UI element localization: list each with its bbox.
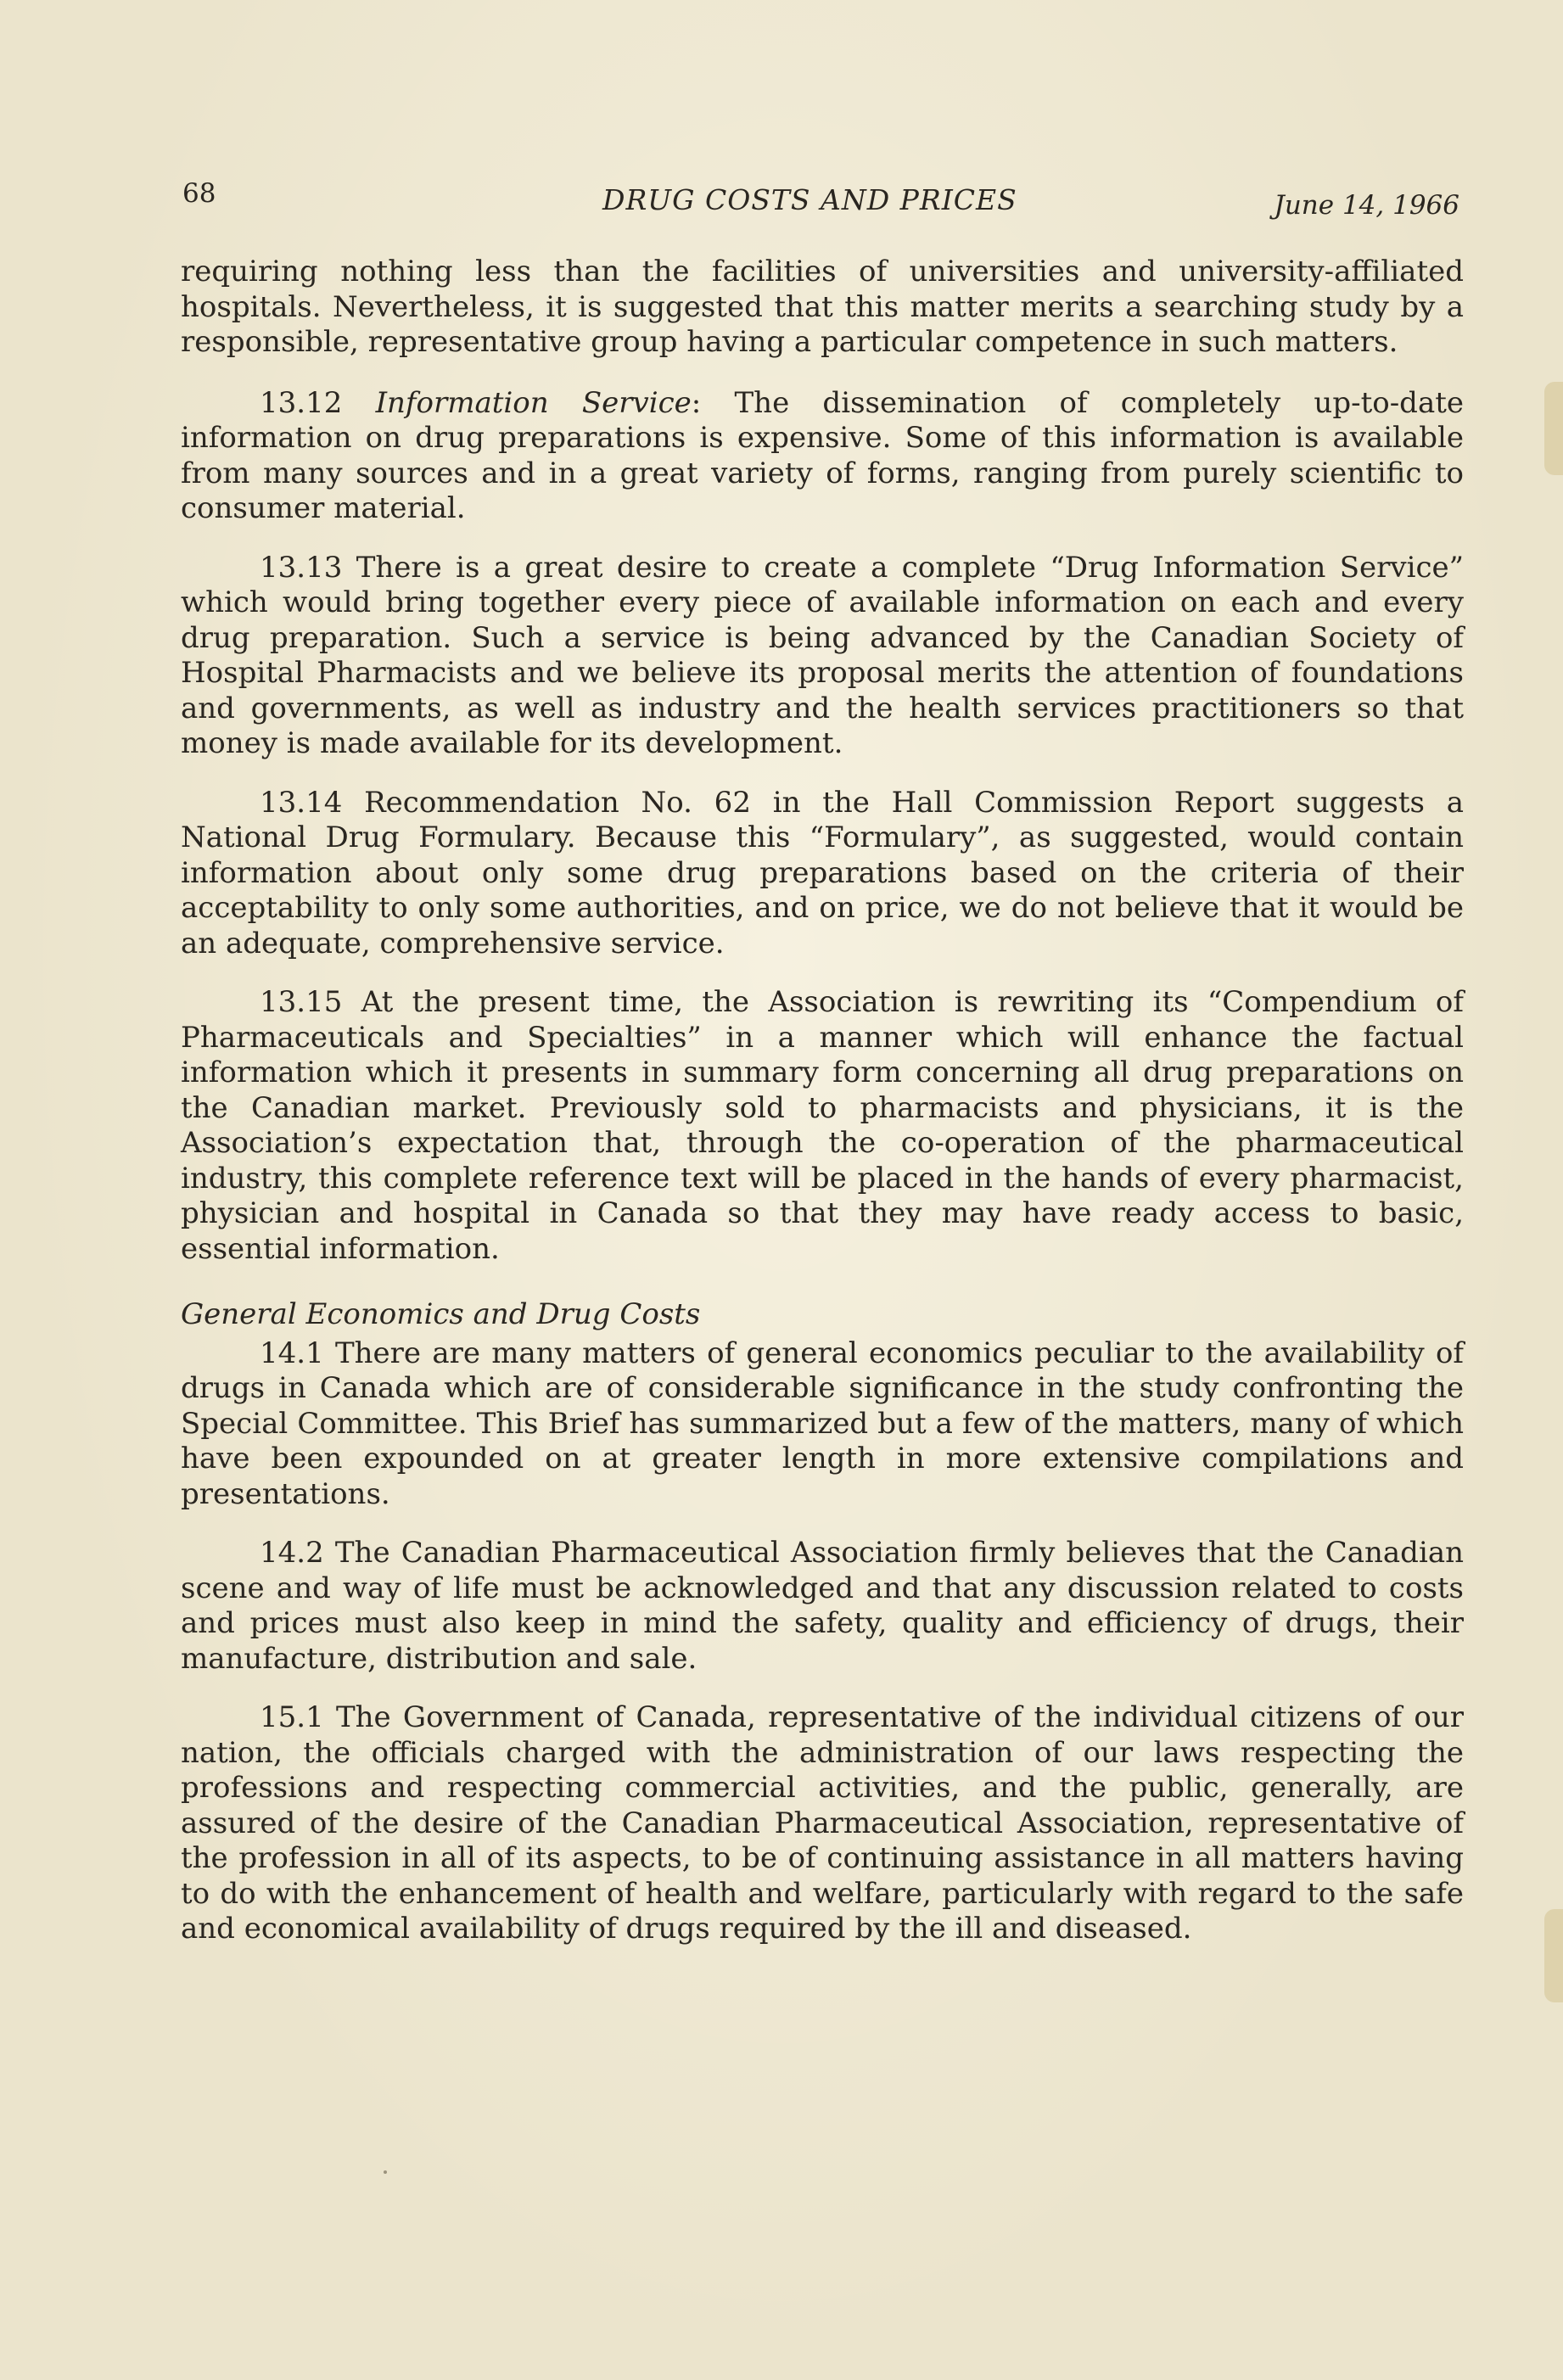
paragraph-13-14: 13.14 Recommendation No. 62 in the Hall Commission Report suggests a National Drug Formulary. Because this “Formulary”, as suggested, would contain information about only some drug preparations based on the criteria of their acceptability to only some authorities, and on price, we do not believe that it would be an adequate, comprehensive service.: [181, 785, 1464, 960]
paragraph-title: Information Service: [375, 385, 692, 420]
paragraph-text: The dissemination of completely up-to-date information on drug preparations is expensive. Some of this information is available from many sources and in a great variety of forms, ranging from purely scientific to consumer material.: [181, 385, 1465, 525]
page-number: 68: [182, 178, 216, 209]
header-date: June 14, 1966: [1274, 190, 1459, 221]
document-body: [181, 255, 1464, 1971]
paragraph-13-15: 13.15 At the present time, the Association is rewriting its “Compendium of Pharmaceuticals and Specialties” in a manner which will enhance the factual information which it presents in summary form concerning all drug preparations on the Canadian market. Previously sold to pharmacists and physicians, it is the Association’s expectation that, through the co-operation of the pharmaceutical industry, this complete reference text will be placed in the hands of every pharmacist, physician and hospital in Canada so that they may have ready access to basic, essential information.: [181, 985, 1464, 1266]
paragraph-14-1: 14.1 There are many matters of general economics peculiar to the availability of drugs in Canada which are of considerable significance in the study confronting the Special Committee. This Brief has summarized but a few of the matters, many of which have been expounded on at greater length in more extensive compilations and presentations.: [181, 1336, 1464, 1511]
paragraph-15-1: 15.1 The Government of Canada, representative of the individual citizens of our nation, the officials charged with the administration of our laws respecting the professions and respecting commercial activities, and the public, generally, are assured of the desire of the Canadian Pharmaceutical Association, representative of the profession in all of its aspects, to be of continuing assistance in all matters having to do with the enhancement of health and welfare, particularly with regard to the safe and economical availability of drugs required by the ill and diseased.: [181, 1700, 1464, 1946]
paragraph-14-2: 14.2 The Canadian Pharmaceutical Association firmly believes that the Canadian scene and way of life must be acknowledged and that any discussion related to costs and prices must also keep in mind the safety, quality and efficiency of drugs, their manufacture, distribution and sale.: [181, 1536, 1464, 1676]
section-heading: General Economics and Drug Costs: [181, 1297, 701, 1331]
page-edge-mark: [1544, 1909, 1563, 2002]
paragraph-continued: requiring nothing less than the facilities of universities and university-affiliated hospitals. Nevertheless, it is suggested that this matter merits a searching study by a responsible, representative group having a particular competence in such matters.: [181, 255, 1464, 359]
running-title: DRUG COSTS AND PRICES: [602, 183, 1017, 216]
paragraph-13-13: 13.13 There is a great desire to create a complete “Drug Information Service” which would bring together every piece of available information on each and every drug preparation. Such a service is being advanced by the Canadian Society of Hospital Pharmacists and we believe its proposal merits the attention of foundations and governments, as well as industry and the health services practitioners so that money is made available for its development.: [181, 550, 1464, 760]
page-edge-mark: [1544, 382, 1563, 475]
page-header: [182, 178, 1459, 221]
paragraph-13-12: 13.12 Information Service: The dissemination of completely up-to-date information on drug preparations is expensive. Some of this information is available from many sources and in a great variety of forms, ranging from purely scientific to consumer material.: [181, 385, 1465, 525]
paragraph-number: 13.12: [260, 385, 343, 420]
speck-mark: [384, 2170, 387, 2174]
